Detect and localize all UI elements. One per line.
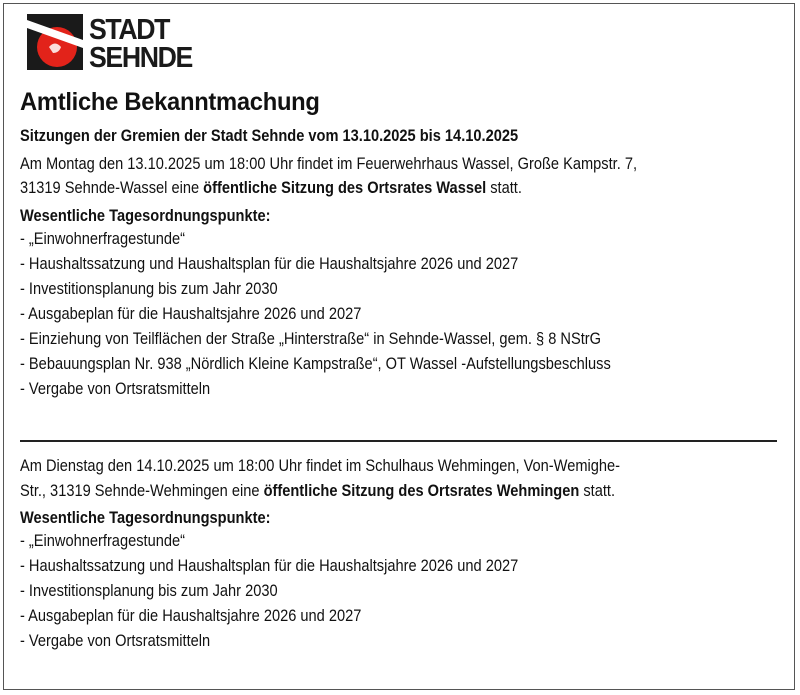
section2-agenda-item: - Investitionsplanung bis zum Jahr 2030: [20, 581, 278, 600]
section1-agenda-item: - Haushaltssatzung und Haushaltsplan für die Haushaltsjahre 2026 und 2027: [20, 254, 519, 273]
section1-agenda-item: - Einziehung von Teilflächen der Straße „Hinterstraße“ in Sehnde-Wassel, gem. § 8 NStrG: [20, 329, 601, 348]
section-divider: [20, 440, 777, 442]
section1-intro-post: statt.: [486, 178, 522, 197]
subtitle: Sitzungen der Gremien der Stadt Sehnde vom 13.10.2025 bis 14.10.2025: [20, 126, 519, 145]
section2-agenda-item: - „Einwohnerfragestunde“: [20, 531, 185, 550]
section2-meeting-name: öffentliche Sitzung des Ortsrates Wehmingen: [263, 481, 580, 500]
section2-agenda-heading: Wesentliche Tagesordnungspunkte:: [20, 508, 271, 527]
page-title: Amtliche Bekanntmachung: [20, 88, 320, 116]
logo-line-2: SEHNDE: [89, 42, 192, 74]
section1-intro-line1: Am Montag den 13.10.2025 um 18:00 Uhr findet im Feuerwehrhaus Wassel, Große Kampstr. 7,: [20, 154, 638, 173]
stadt-sehnde-logo: [27, 14, 217, 74]
logo-line-1: STADT: [89, 14, 170, 46]
section1-agenda-item: - Bebauungsplan Nr. 938 „Nördlich Kleine Kampstraße“, OT Wassel -Aufstellungsbeschluss: [20, 354, 611, 373]
section1-agenda-item: - Vergabe von Ortsratsmitteln: [20, 379, 211, 398]
section1-agenda-item: - „Einwohnerfragestunde“: [20, 229, 185, 248]
section1-intro-line2: [20, 177, 522, 199]
section1-intro-pre: 31319 Sehnde-Wassel eine: [20, 178, 204, 197]
logo-wordmark: [89, 16, 192, 72]
section2-agenda-item: - Haushaltssatzung und Haushaltsplan für die Haushaltsjahre 2026 und 2027: [20, 556, 519, 575]
section2-intro-line1: Am Dienstag den 14.10.2025 um 18:00 Uhr findet im Schulhaus Wehmingen, Von-Wemighe-: [20, 456, 621, 475]
logo-emblem-icon: [27, 14, 83, 70]
section1-meeting-name: öffentliche Sitzung des Ortsrates Wassel: [203, 178, 487, 197]
section1-agenda-heading: Wesentliche Tagesordnungspunkte:: [20, 206, 271, 225]
section1-agenda-item: - Ausgabeplan für die Haushaltsjahre 2026 und 2027: [20, 304, 362, 323]
section2-agenda-item: - Ausgabeplan für die Haushaltsjahre 2026 und 2027: [20, 606, 362, 625]
section1-agenda-item: - Investitionsplanung bis zum Jahr 2030: [20, 279, 278, 298]
section2-intro-line2: [20, 480, 615, 502]
section2-intro-post: statt.: [579, 481, 616, 500]
section2-intro-pre: Str., 31319 Sehnde-Wehmingen eine: [20, 481, 264, 500]
section2-agenda-item: - Vergabe von Ortsratsmitteln: [20, 631, 211, 650]
